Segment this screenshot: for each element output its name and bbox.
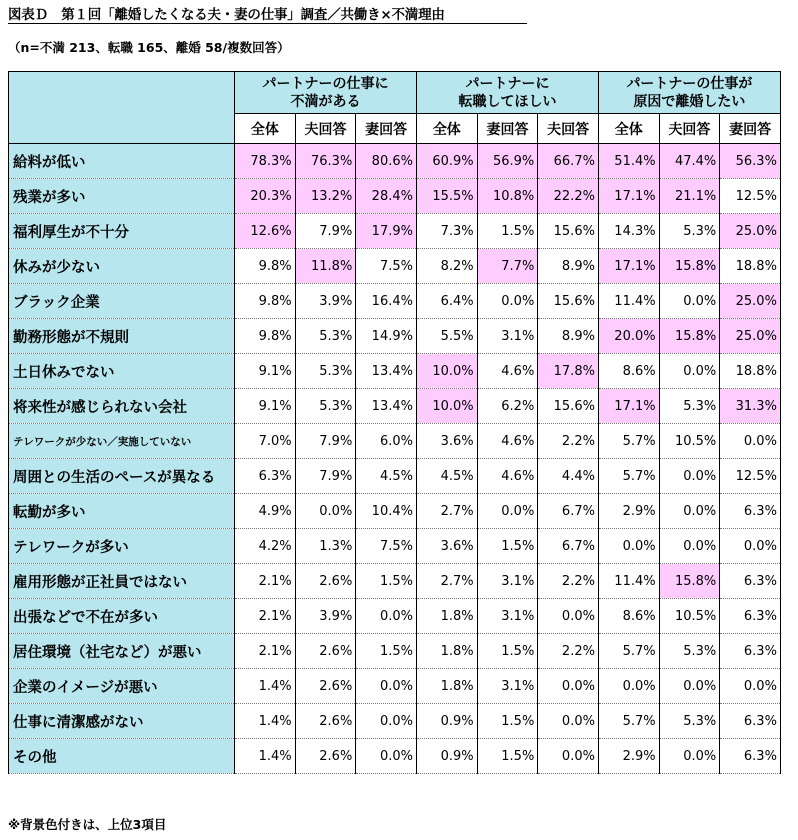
value-cell: 2.1% [235,564,296,599]
value-cell: 3.6% [416,529,477,564]
group-header-line: 不満がある [290,93,361,110]
row-label: 勤務形態が不規則 [9,319,235,354]
value-cell: 5.5% [416,319,477,354]
column-header: 妻回答 [477,114,538,144]
value-cell: 15.6% [538,284,599,319]
value-cell: 7.0% [235,424,296,459]
row-label: 周囲との生活のペースが異なる [9,459,235,494]
value-cell: 8.6% [598,354,659,389]
value-cell: 0.0% [659,354,720,389]
value-cell: 9.8% [235,319,296,354]
value-cell: 14.9% [356,319,417,354]
table-row [9,459,781,494]
group-header-job-change [416,72,598,114]
value-cell: 0.0% [538,704,599,739]
value-cell: 0.0% [659,284,720,319]
value-cell: 25.0% [720,214,781,249]
value-cell: 4.9% [235,494,296,529]
value-cell: 0.0% [538,739,599,774]
value-cell: 7.9% [295,424,356,459]
value-cell: 11.4% [598,564,659,599]
sample-size-note: （n=不満 213、転職 165、離婚 58/複数回答） [8,40,290,55]
value-cell: 5.3% [295,389,356,424]
value-cell: 9.8% [235,249,296,284]
value-cell: 13.2% [295,179,356,214]
value-cell: 6.3% [720,564,781,599]
column-header: 全体 [235,114,296,144]
value-cell: 3.1% [477,564,538,599]
value-cell: 3.1% [477,669,538,704]
value-cell: 1.5% [477,634,538,669]
value-cell: 17.8% [538,354,599,389]
value-cell: 12.6% [235,214,296,249]
value-cell: 4.5% [416,459,477,494]
column-header: 全体 [416,114,477,144]
value-cell: 1.4% [235,669,296,704]
value-cell: 1.8% [416,669,477,704]
value-cell: 2.6% [295,564,356,599]
group-header-line: 転職してほしい [458,93,557,110]
value-cell: 12.5% [720,459,781,494]
value-cell: 51.4% [598,144,659,179]
row-label: 企業のイメージが悪い [9,669,235,704]
table-row [9,354,781,389]
row-label: ブラック企業 [9,284,235,319]
table-row [9,424,781,459]
value-cell: 3.9% [295,599,356,634]
table-row [9,599,781,634]
value-cell: 56.9% [477,144,538,179]
value-cell: 1.8% [416,599,477,634]
row-label: テレワークが多い [9,529,235,564]
table-row [9,319,781,354]
row-label: 仕事に清潔感がない [9,704,235,739]
value-cell: 7.5% [356,529,417,564]
value-cell: 2.6% [295,704,356,739]
value-cell: 18.8% [720,354,781,389]
value-cell: 17.1% [598,179,659,214]
value-cell: 6.3% [720,739,781,774]
value-cell: 4.6% [477,354,538,389]
value-cell: 7.7% [477,249,538,284]
value-cell: 6.7% [538,529,599,564]
row-label: 休みが少ない [9,249,235,284]
column-header: 妻回答 [720,114,781,144]
value-cell: 17.1% [598,249,659,284]
table-row [9,669,781,704]
table-title: 図表Ｄ 第１回「離婚したくなる夫・妻の仕事」調査／共働き×不満理由 [8,7,445,23]
value-cell: 5.3% [659,634,720,669]
column-header: 妻回答 [356,114,417,144]
table-row [9,494,781,529]
value-cell: 13.4% [356,354,417,389]
value-cell: 0.0% [598,669,659,704]
value-cell: 0.0% [356,669,417,704]
row-label: テレワークが少ない／実施していない [9,424,235,459]
row-label: 給料が低い [9,144,235,179]
value-cell: 2.6% [295,739,356,774]
value-cell: 1.4% [235,739,296,774]
value-cell: 0.0% [356,739,417,774]
value-cell: 15.8% [659,319,720,354]
value-cell: 78.3% [235,144,296,179]
value-cell: 60.9% [416,144,477,179]
value-cell: 0.0% [356,704,417,739]
value-cell: 1.3% [295,529,356,564]
value-cell: 5.3% [295,319,356,354]
value-cell: 8.6% [598,599,659,634]
value-cell: 10.8% [477,179,538,214]
value-cell: 4.2% [235,529,296,564]
value-cell: 1.8% [416,634,477,669]
value-cell: 6.3% [720,599,781,634]
value-cell: 15.8% [659,564,720,599]
value-cell: 6.3% [235,459,296,494]
table-body [9,144,781,774]
row-label: 出張などで不在が多い [9,599,235,634]
table-row [9,284,781,319]
value-cell: 0.0% [659,739,720,774]
value-cell: 2.2% [538,634,599,669]
value-cell: 25.0% [720,319,781,354]
value-cell: 3.6% [416,424,477,459]
value-cell: 3.1% [477,599,538,634]
row-label: 転勤が多い [9,494,235,529]
value-cell: 25.0% [720,284,781,319]
value-cell: 11.8% [295,249,356,284]
value-cell: 10.4% [356,494,417,529]
table-row [9,634,781,669]
row-label: 福利厚生が不十分 [9,214,235,249]
value-cell: 0.0% [477,284,538,319]
value-cell: 7.9% [295,214,356,249]
value-cell: 7.3% [416,214,477,249]
title-underline [8,23,527,24]
value-cell: 4.6% [477,459,538,494]
value-cell: 16.4% [356,284,417,319]
group-header-line: パートナーに [465,75,550,92]
value-cell: 0.0% [295,494,356,529]
value-cell: 5.3% [659,214,720,249]
value-cell: 1.5% [477,529,538,564]
value-cell: 66.7% [538,144,599,179]
value-cell: 10.5% [659,599,720,634]
value-cell: 0.0% [659,494,720,529]
row-label: 雇用形態が正社員ではない [9,564,235,599]
value-cell: 2.9% [598,494,659,529]
group-header-line: 原因で離婚したい [633,93,746,110]
value-cell: 15.5% [416,179,477,214]
table-row [9,704,781,739]
value-cell: 5.3% [659,704,720,739]
value-cell: 6.2% [477,389,538,424]
value-cell: 0.0% [720,669,781,704]
group-header-divorce [598,72,780,114]
value-cell: 5.7% [598,424,659,459]
value-cell: 2.7% [416,564,477,599]
value-cell: 5.7% [598,634,659,669]
value-cell: 14.3% [598,214,659,249]
value-cell: 1.5% [477,739,538,774]
value-cell: 3.9% [295,284,356,319]
value-cell: 9.1% [235,354,296,389]
value-cell: 10.0% [416,354,477,389]
value-cell: 9.8% [235,284,296,319]
value-cell: 47.4% [659,144,720,179]
value-cell: 1.5% [356,564,417,599]
value-cell: 6.3% [720,704,781,739]
value-cell: 10.0% [416,389,477,424]
value-cell: 80.6% [356,144,417,179]
value-cell: 1.5% [477,704,538,739]
value-cell: 21.1% [659,179,720,214]
value-cell: 2.1% [235,599,296,634]
row-label: 将来性が感じられない会社 [9,389,235,424]
value-cell: 0.0% [659,529,720,564]
survey-table [8,71,781,774]
value-cell: 1.5% [356,634,417,669]
value-cell: 0.0% [659,669,720,704]
footnote: ※背景色付きは、上位3項目 [8,817,167,832]
group-header-line: パートナーの仕事に [262,75,389,92]
value-cell: 4.4% [538,459,599,494]
value-cell: 2.9% [598,739,659,774]
value-cell: 12.5% [720,179,781,214]
value-cell: 7.5% [356,249,417,284]
value-cell: 5.3% [295,354,356,389]
value-cell: 15.6% [538,214,599,249]
value-cell: 1.5% [477,214,538,249]
table-row [9,249,781,284]
value-cell: 9.1% [235,389,296,424]
value-cell: 0.0% [720,424,781,459]
value-cell: 10.5% [659,424,720,459]
value-cell: 28.4% [356,179,417,214]
value-cell: 0.0% [720,529,781,564]
value-cell: 31.3% [720,389,781,424]
group-header-line: パートナーの仕事が [626,75,753,92]
value-cell: 5.7% [598,704,659,739]
row-label: その他 [9,739,235,774]
table-row [9,144,781,179]
table-row [9,739,781,774]
value-cell: 0.0% [598,529,659,564]
value-cell: 0.9% [416,739,477,774]
value-cell: 17.1% [598,389,659,424]
row-label: 土日休みでない [9,354,235,389]
value-cell: 0.9% [416,704,477,739]
value-cell: 2.7% [416,494,477,529]
value-cell: 2.2% [538,424,599,459]
value-cell: 20.0% [598,319,659,354]
value-cell: 0.0% [477,494,538,529]
value-cell: 13.4% [356,389,417,424]
value-cell: 5.7% [598,459,659,494]
column-header: 夫回答 [538,114,599,144]
value-cell: 3.1% [477,319,538,354]
value-cell: 8.9% [538,249,599,284]
value-cell: 4.5% [356,459,417,494]
value-cell: 0.0% [538,669,599,704]
value-cell: 4.6% [477,424,538,459]
column-header: 夫回答 [295,114,356,144]
value-cell: 6.4% [416,284,477,319]
value-cell: 18.8% [720,249,781,284]
value-cell: 0.0% [538,599,599,634]
column-header: 全体 [598,114,659,144]
value-cell: 6.0% [356,424,417,459]
value-cell: 1.4% [235,704,296,739]
value-cell: 0.0% [659,459,720,494]
value-cell: 22.2% [538,179,599,214]
value-cell: 2.2% [538,564,599,599]
value-cell: 8.2% [416,249,477,284]
value-cell: 2.6% [295,669,356,704]
value-cell: 15.8% [659,249,720,284]
value-cell: 56.3% [720,144,781,179]
table-row [9,179,781,214]
value-cell: 20.3% [235,179,296,214]
row-label: 居住環境（社宅など）が悪い [9,634,235,669]
table-row [9,214,781,249]
value-cell: 11.4% [598,284,659,319]
value-cell: 76.3% [295,144,356,179]
value-cell: 6.3% [720,494,781,529]
column-header: 夫回答 [659,114,720,144]
value-cell: 15.6% [538,389,599,424]
value-cell: 6.3% [720,634,781,669]
value-cell: 17.9% [356,214,417,249]
group-header-dissatisfied [235,72,417,114]
row-label: 残業が多い [9,179,235,214]
table-row [9,564,781,599]
table-row [9,389,781,424]
table-row [9,529,781,564]
value-cell: 2.1% [235,634,296,669]
value-cell: 6.7% [538,494,599,529]
value-cell: 5.3% [659,389,720,424]
value-cell: 0.0% [356,599,417,634]
value-cell: 7.9% [295,459,356,494]
header-corner [9,72,235,144]
value-cell: 2.6% [295,634,356,669]
value-cell: 8.9% [538,319,599,354]
